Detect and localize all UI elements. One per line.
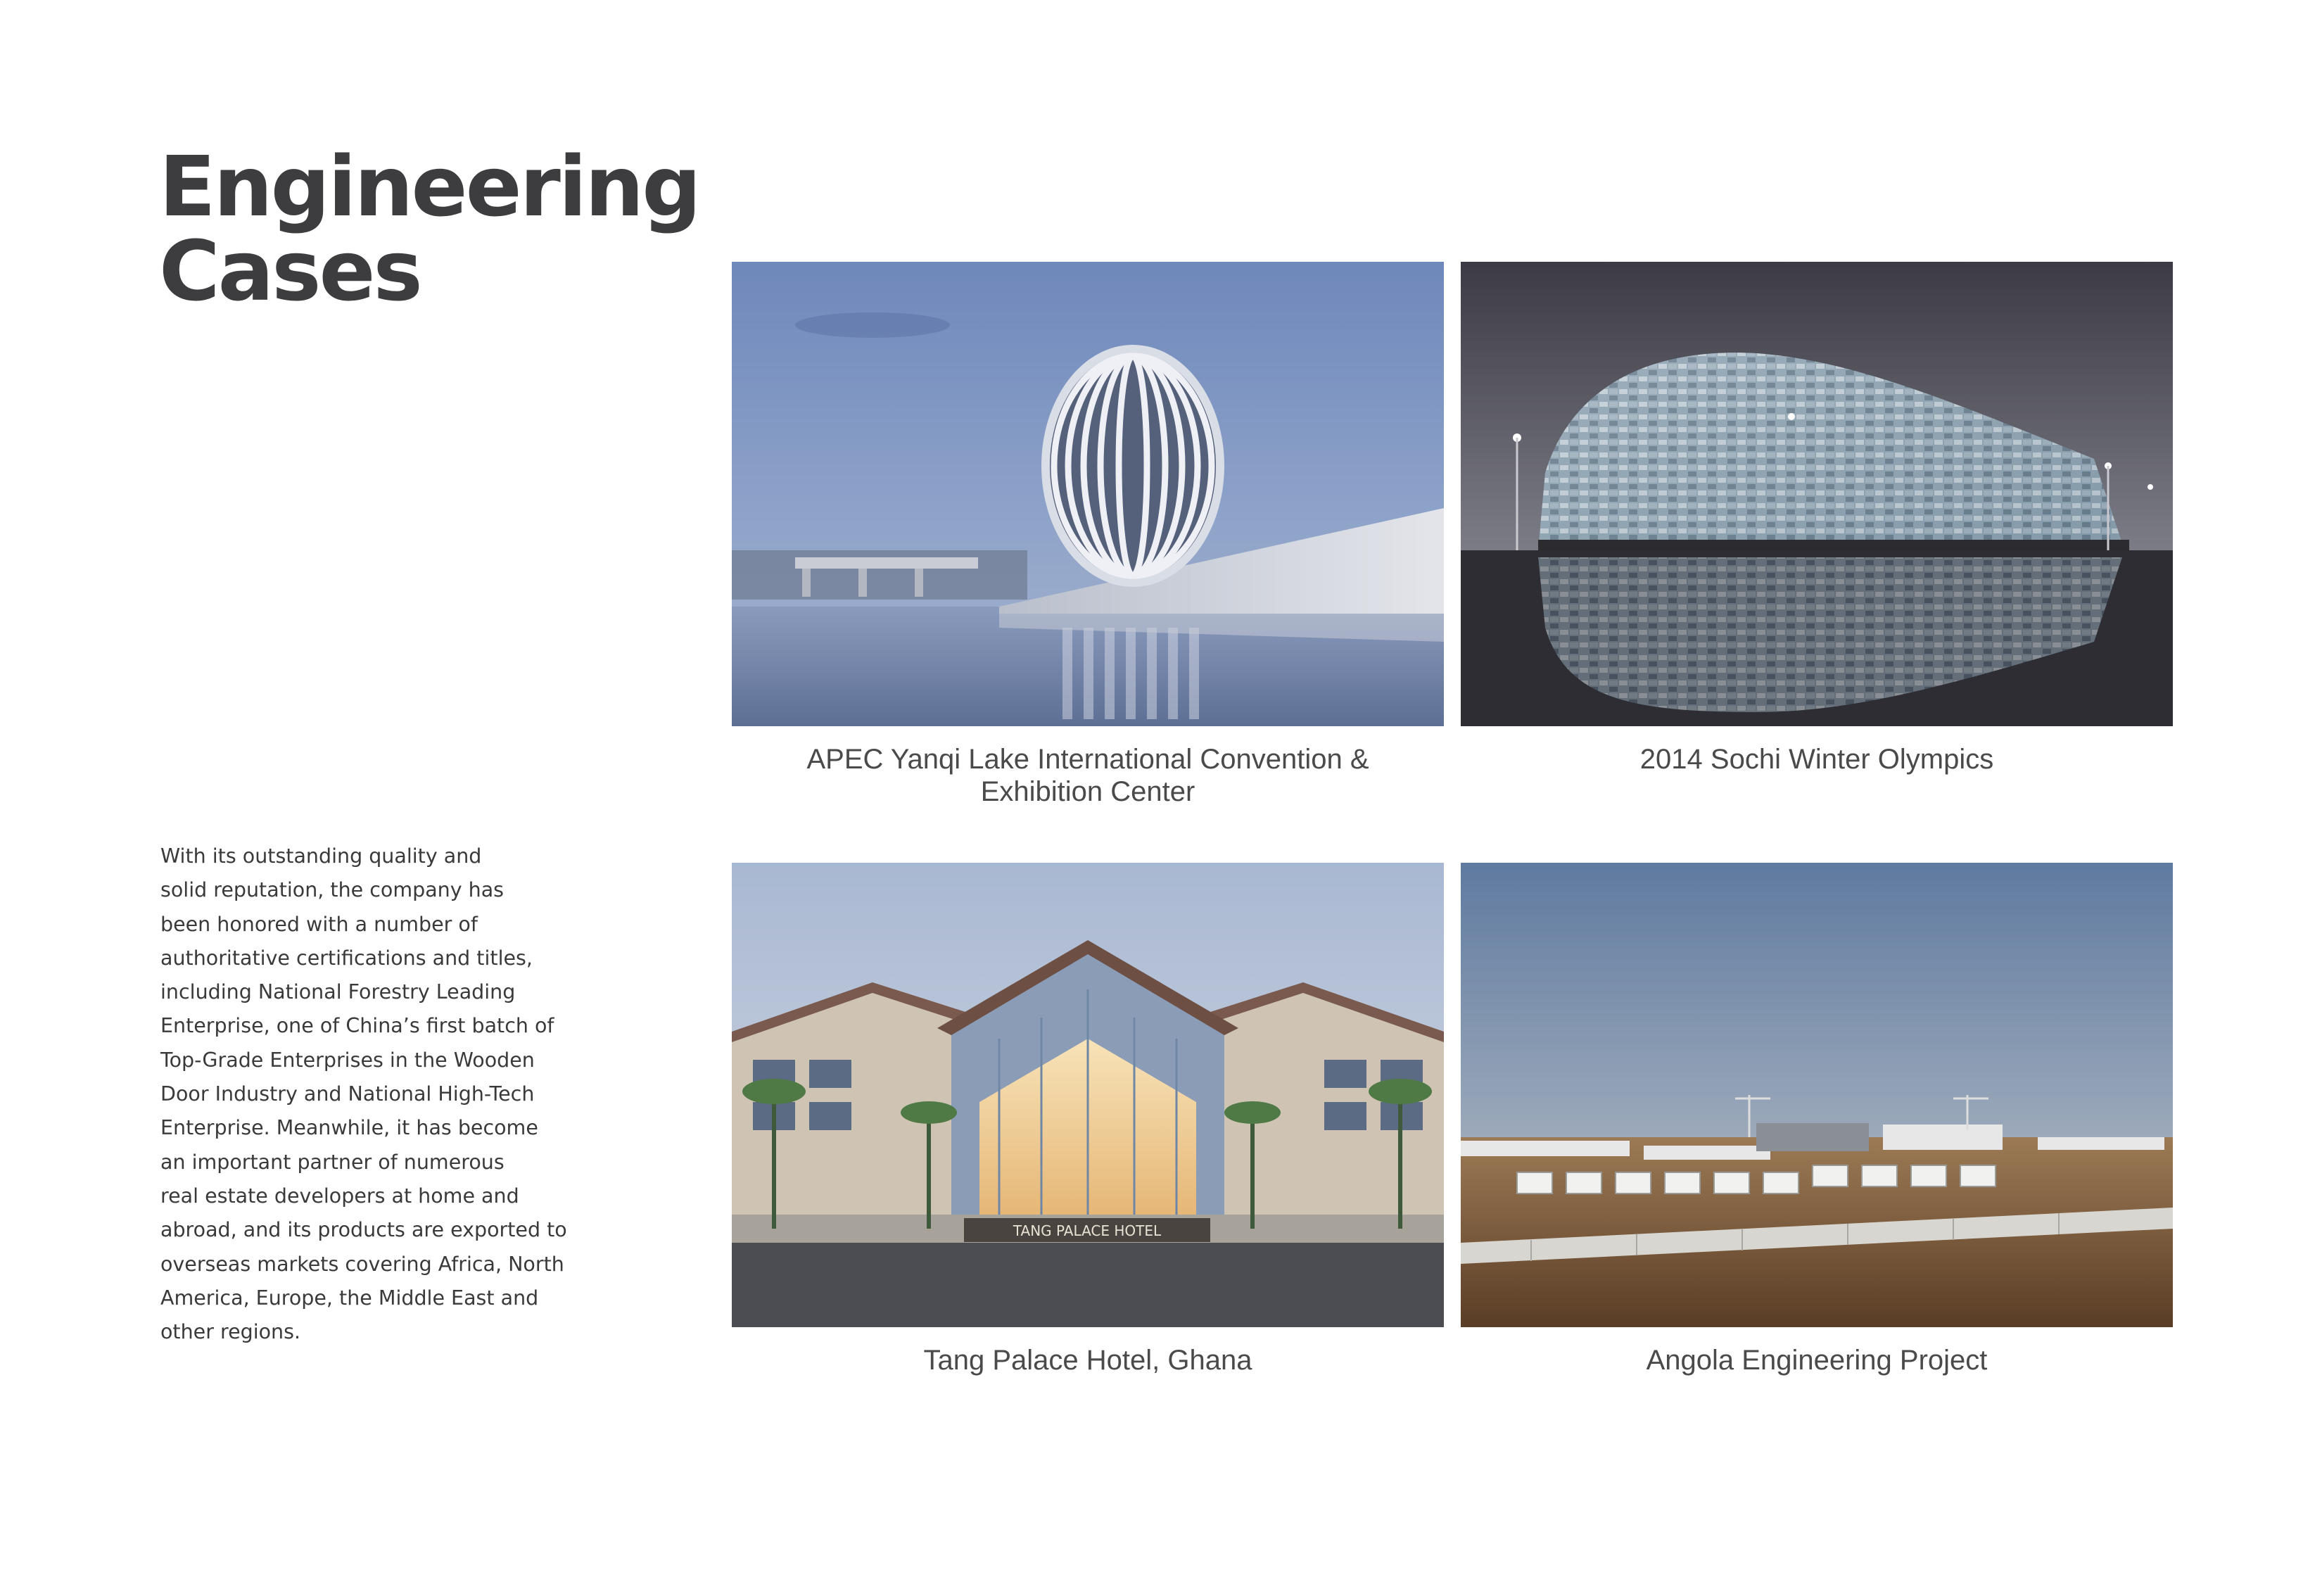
case-caption-apec — [732, 743, 1444, 808]
page-title-line-2: Cases — [159, 222, 421, 319]
caption-line: APEC Yanqi Lake International Convention & — [806, 744, 1369, 775]
intro-line: Enterprise, one of China’s first batch of — [160, 1014, 554, 1038]
intro-line: solid reputation, the company has — [160, 878, 505, 902]
case-photo-tang-palace — [732, 863, 1444, 1327]
intro-line: abroad, and its products are exported to — [160, 1218, 567, 1242]
page-title-line-1: Engineering — [159, 138, 699, 235]
intro-line: including National Forestry Leading — [160, 980, 516, 1004]
case-caption-angola — [1461, 1344, 2173, 1376]
case-caption-sochi — [1461, 743, 2173, 775]
intro-line: other regions. — [160, 1320, 301, 1344]
intro-line: Door Industry and National High-Tech — [160, 1082, 535, 1106]
case-caption-tang-palace — [732, 1344, 1444, 1376]
caption-line: Angola Engineering Project — [1646, 1345, 1988, 1376]
page-title — [159, 138, 699, 319]
case-photo-angola — [1461, 863, 2173, 1327]
intro-line: an important partner of numerous — [160, 1150, 505, 1174]
case-photo-sochi — [1461, 262, 2173, 726]
intro-paragraph — [160, 840, 567, 1349]
case-card-angola — [1461, 863, 2173, 1376]
intro-line: authoritative certifications and titles, — [160, 946, 533, 970]
caption-line: Exhibition Center — [980, 776, 1195, 807]
hotel-sign-text: TANG PALACE HOTEL — [1013, 1222, 1162, 1239]
intro-line: Enterprise. Meanwhile, it has become — [160, 1116, 538, 1140]
intro-line: real estate developers at home and — [160, 1184, 519, 1208]
intro-line: With its outstanding quality and — [160, 844, 482, 868]
intro-line: been honored with a number of — [160, 912, 478, 936]
intro-line: America, Europe, the Middle East and — [160, 1286, 539, 1310]
intro-line: overseas markets covering Africa, North — [160, 1252, 564, 1276]
case-card-tang-palace — [732, 863, 1444, 1376]
caption-line: 2014 Sochi Winter Olympics — [1639, 744, 1994, 775]
case-photo-apec — [732, 262, 1444, 726]
caption-line: Tang Palace Hotel, Ghana — [923, 1345, 1252, 1376]
case-card-apec — [732, 262, 1444, 808]
case-card-sochi — [1461, 262, 2173, 775]
intro-line: Top-Grade Enterprises in the Wooden — [160, 1048, 535, 1072]
